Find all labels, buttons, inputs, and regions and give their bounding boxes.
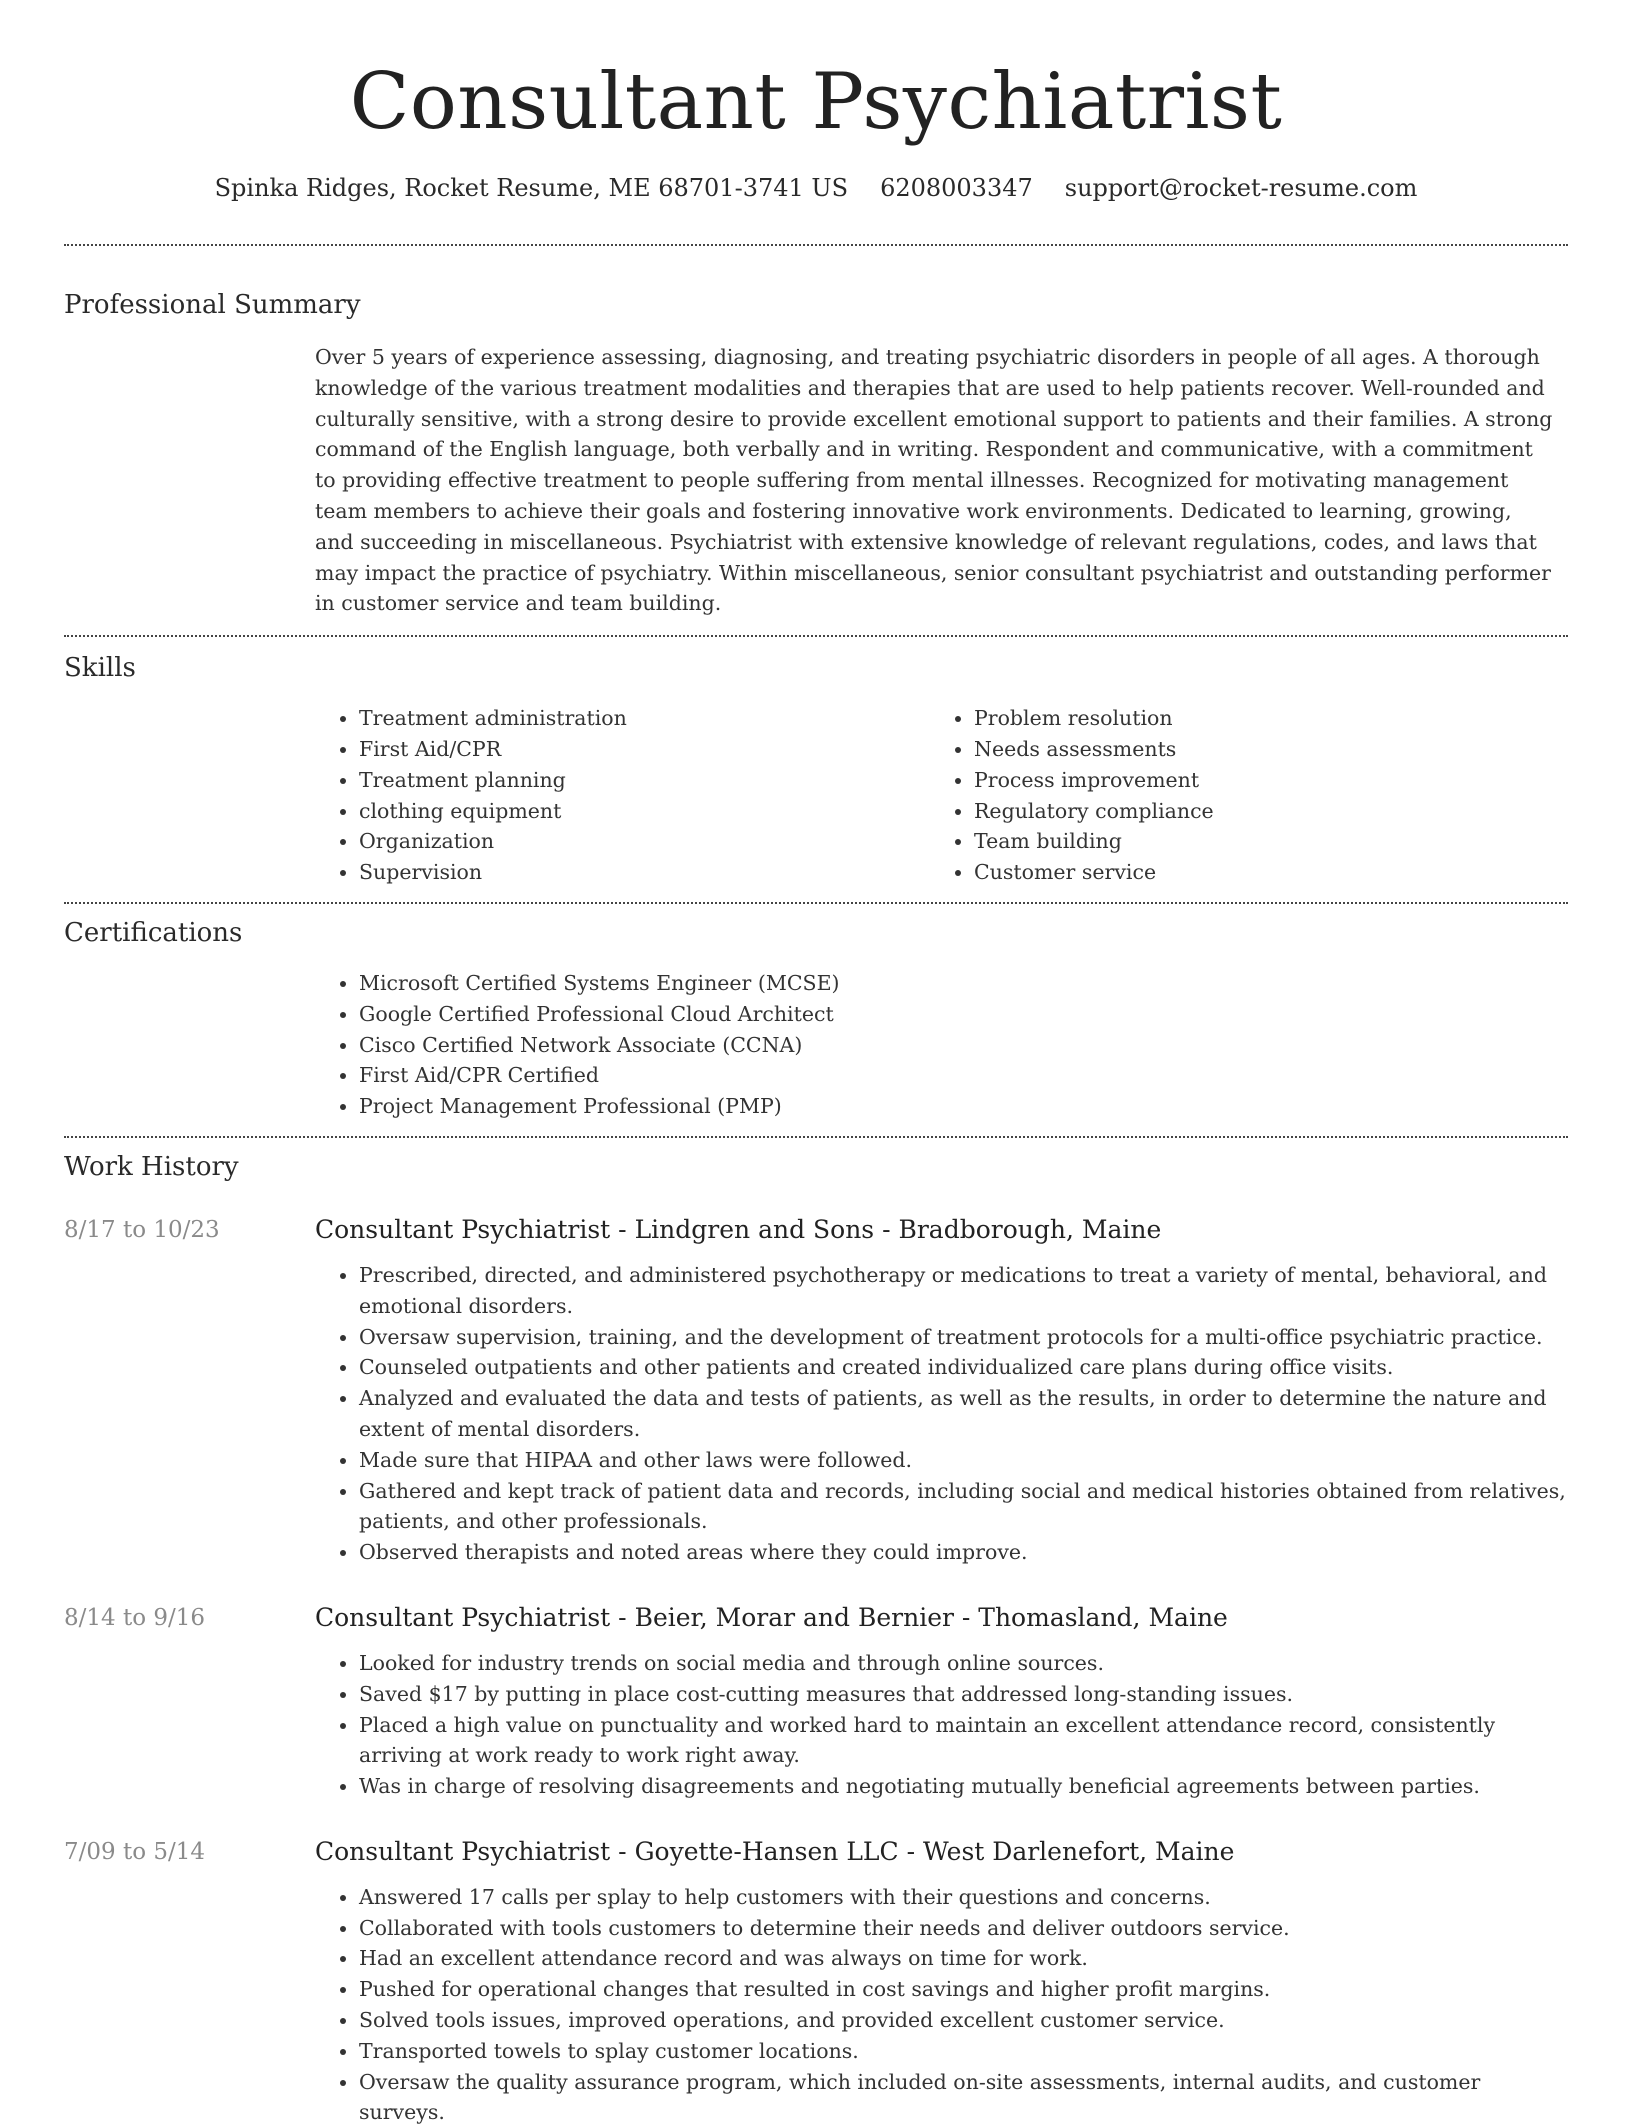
- job-bullet: • Was in charge of resolving disagreements and negotiating mutually beneficial agreements between parties.: [359, 1771, 1568, 1802]
- job-bullet: • Had an excellent attendance record and was always on time for work.: [359, 1943, 1568, 1974]
- job-bullet: • Answered 17 calls per splay to help customers with their questions and concerns.: [359, 1882, 1568, 1913]
- section-title-work-history: Work History: [64, 1151, 239, 1182]
- skills-list-left: [315, 703, 930, 888]
- skill-item: • Team building: [974, 826, 1545, 857]
- job-bullet: • Oversaw the quality assurance program, which included on-site assessments, internal audits, and customer surveys.: [359, 2067, 1568, 2128]
- skill-item: • Regulatory compliance: [974, 796, 1545, 827]
- contact-address: Spinka Ridges, Rocket Resume, ME 68701-3741 US: [214, 174, 849, 202]
- job-bullet: • Counseled outpatients and other patients and created individualized care plans during office visits.: [359, 1352, 1568, 1383]
- job-bullet: • Made sure that HIPAA and other laws were followed.: [359, 1445, 1568, 1476]
- job-details: [315, 1602, 1568, 1802]
- job-bullets: [315, 1260, 1568, 1568]
- section-divider: [64, 902, 1568, 904]
- summary-section: [64, 288, 1568, 619]
- job-bullet: • Saved $17 by putting in place cost-cutting measures that addressed long-standing issues.: [359, 1679, 1568, 1710]
- section-title-certifications: Certifications: [64, 917, 243, 948]
- skills-list-right: [930, 703, 1545, 888]
- skills-section: [64, 651, 1568, 888]
- job-entry: [64, 1836, 1568, 2128]
- certifications-list-wrap: [315, 968, 1568, 1122]
- job-dates: 7/09 to 5/14: [64, 1838, 206, 1865]
- skill-item: • Treatment planning: [359, 765, 930, 796]
- summary-text: Over 5 years of experience assessing, diagnosing, and treating psychiatric disorders in people of all ages. A thorough knowledge of the various treatment modalities and therapies that are used to help patients recover. Well-rounded and culturally sensitive, with a strong desire to provide excellent emotional support to patients and their families. A strong command of the English language, both verbally and in writing. Respondent and communicative, with a commitment to providing effective treatment to people suffering from mental illnesses. Recognized for motivating management team members to achieve their goals and fostering innovative work environments. Dedicated to learning, growing, and succeeding in miscellaneous. Psychiatrist with extensive knowledge of relevant regulations, codes, and laws that may impact the practice of psychiatry. Within miscellaneous, senior consultant psychiatrist and outstanding performer in customer service and team building.: [315, 345, 1553, 616]
- job-bullets: [315, 1648, 1568, 1802]
- job-bullet: • Analyzed and evaluated the data and tests of patients, as well as the results, in order to determine the nature and extent of mental disorders.: [359, 1383, 1568, 1445]
- certifications-section: [64, 916, 1568, 1122]
- contact-phone: 6208003347: [880, 174, 1033, 202]
- job-bullet: • Oversaw supervision, training, and the development of treatment protocols for a multi-office psychiatric practice.: [359, 1322, 1568, 1353]
- candidate-name: Consultant Psychiatrist: [349, 57, 1283, 147]
- section-divider: [64, 635, 1568, 637]
- job-dates: 8/17 to 10/23: [64, 1216, 220, 1243]
- skill-item: • clothing equipment: [359, 796, 930, 827]
- job-entry: [64, 1214, 1568, 1568]
- job-entry: [64, 1602, 1568, 1802]
- job-bullet: • Prescribed, directed, and administered psychotherapy or medications to treat a variety of mental, behavioral, and emotional disorders.: [359, 1260, 1568, 1322]
- certification-item: • First Aid/CPR Certified: [359, 1060, 1568, 1091]
- work-history-section: [64, 1150, 1568, 2128]
- certification-item: • Microsoft Certified Systems Engineer (MCSE): [359, 968, 1568, 999]
- job-bullet: • Looked for industry trends on social media and through online sources.: [359, 1648, 1568, 1679]
- job-bullet: • Gathered and kept track of patient data and records, including social and medical histories obtained from relatives, patients, and other professionals.: [359, 1476, 1568, 1538]
- section-title-skills: Skills: [64, 653, 136, 684]
- job-bullet: • Pushed for operational changes that resulted in cost savings and higher profit margins.: [359, 1974, 1568, 2005]
- job-heading: Consultant Psychiatrist - Lindgren and Sons - Bradborough, Maine: [315, 1214, 1162, 1244]
- section-divider: [64, 244, 1568, 246]
- section-divider: [64, 1136, 1568, 1138]
- contact-email: support@rocket-resume.com: [1064, 174, 1418, 202]
- skills-columns: [315, 703, 1568, 888]
- job-details: [315, 1214, 1568, 1568]
- job-dates: 8/14 to 9/16: [64, 1604, 206, 1631]
- skill-item: • Treatment administration: [359, 703, 930, 734]
- job-bullet: • Observed therapists and noted areas where they could improve.: [359, 1537, 1568, 1568]
- job-details: [315, 1836, 1568, 2128]
- certification-item: • Cisco Certified Network Associate (CCNA): [359, 1030, 1568, 1061]
- job-heading: Consultant Psychiatrist - Beier, Morar and Bernier - Thomasland, Maine: [315, 1602, 1228, 1632]
- certification-item: • Project Management Professional (PMP): [359, 1091, 1568, 1122]
- skill-item: • Organization: [359, 826, 930, 857]
- job-bullets: [315, 1882, 1568, 2128]
- skill-item: • Customer service: [974, 857, 1545, 888]
- certifications-list: [315, 968, 1568, 1122]
- skill-item: • First Aid/CPR: [359, 734, 930, 765]
- skill-item: • Process improvement: [974, 765, 1545, 796]
- job-heading: Consultant Psychiatrist - Goyette-Hansen LLC - West Darlenefort, Maine: [315, 1836, 1235, 1866]
- skill-item: • Supervision: [359, 857, 930, 888]
- job-bullet: • Placed a high value on punctuality and worked hard to maintain an excellent attendance record, consistently arriving at work ready to work right away.: [359, 1710, 1568, 1772]
- section-title-summary: Professional Summary: [64, 290, 361, 320]
- job-bullet: • Collaborated with tools customers to determine their needs and deliver outdoors service.: [359, 1913, 1568, 1944]
- contact-line: [64, 172, 1568, 204]
- skill-item: • Needs assessments: [974, 734, 1545, 765]
- job-bullet: • Transported towels to splay customer locations.: [359, 2036, 1568, 2067]
- certification-item: • Google Certified Professional Cloud Architect: [359, 999, 1568, 1030]
- resume-page: [64, 0, 1568, 2125]
- job-bullet: • Solved tools issues, improved operations, and provided excellent customer service.: [359, 2005, 1568, 2036]
- skill-item: • Problem resolution: [974, 703, 1545, 734]
